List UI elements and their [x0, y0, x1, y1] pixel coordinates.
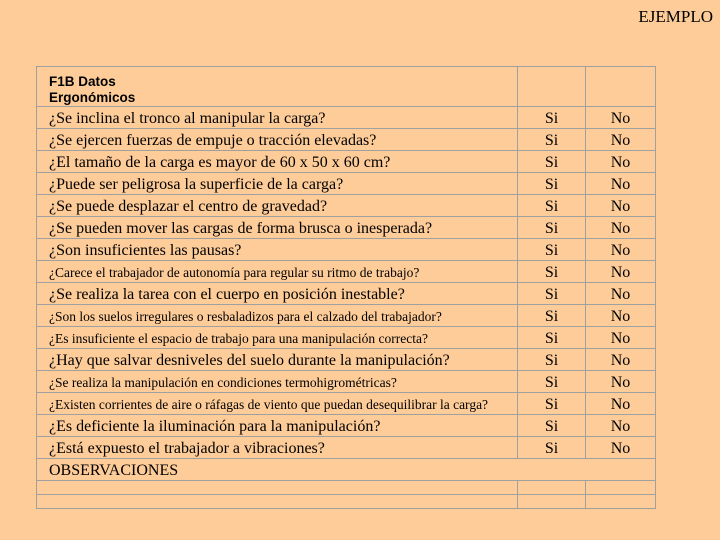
form-header-row	[37, 67, 656, 107]
question-row	[37, 415, 656, 437]
answer-no-option[interactable]: No	[586, 217, 656, 239]
answer-yes-option[interactable]: Si	[518, 195, 586, 217]
answer-yes-option[interactable]: Si	[518, 349, 586, 371]
observations-text-cell[interactable]	[37, 481, 518, 495]
answer-yes-option[interactable]: Si	[518, 305, 586, 327]
answer-yes-option[interactable]: Si	[518, 371, 586, 393]
question-text: ¿Se puede desplazar el centro de gravedad?	[37, 195, 518, 217]
observations-label: OBSERVACIONES	[37, 459, 656, 481]
answer-yes-option[interactable]: Si	[518, 107, 586, 129]
example-label: EJEMPLO	[638, 7, 713, 26]
answer-yes-option[interactable]: Si	[518, 151, 586, 173]
question-row	[37, 195, 656, 217]
answer-no-option[interactable]: No	[586, 151, 656, 173]
observations-no-cell	[586, 495, 656, 509]
answer-yes-option[interactable]: Si	[518, 217, 586, 239]
question-text: ¿Puede ser peligrosa la superficie de la carga?	[37, 173, 518, 195]
answer-no-option[interactable]: No	[586, 107, 656, 129]
question-text: ¿Es insuficiente el espacio de trabajo para una manipulación correcta?	[37, 327, 518, 349]
question-text: ¿El tamaño de la carga es mayor de 60 x 50 x 60 cm?	[37, 151, 518, 173]
question-row	[37, 327, 656, 349]
answer-yes-option[interactable]: Si	[518, 283, 586, 305]
ergonomic-data-form	[36, 66, 656, 509]
question-text: ¿Existen corrientes de aire o ráfagas de viento que puedan desequilibrar la carga?	[37, 393, 518, 415]
answer-yes-option[interactable]: Si	[518, 261, 586, 283]
question-text: ¿Está expuesto el trabajador a vibraciones?	[37, 437, 518, 459]
form-body	[37, 67, 656, 509]
answer-no-option[interactable]: No	[586, 305, 656, 327]
question-text: ¿Hay que salvar desniveles del suelo durante la manipulación?	[37, 349, 518, 371]
answer-no-option[interactable]: No	[586, 195, 656, 217]
observations-si-cell	[518, 495, 586, 509]
answer-no-option[interactable]: No	[586, 261, 656, 283]
answer-no-option[interactable]: No	[586, 283, 656, 305]
question-text: ¿Son insuficientes las pausas?	[37, 239, 518, 261]
question-row	[37, 349, 656, 371]
question-row	[37, 305, 656, 327]
question-row	[37, 437, 656, 459]
answer-no-option[interactable]: No	[586, 371, 656, 393]
question-row	[37, 173, 656, 195]
answer-no-option[interactable]: No	[586, 173, 656, 195]
answer-yes-option[interactable]: Si	[518, 129, 586, 151]
observations-text-cell[interactable]	[37, 495, 518, 509]
answer-yes-option[interactable]: Si	[518, 437, 586, 459]
form-title-line1: F1B Datos	[49, 74, 116, 89]
answer-no-option[interactable]: No	[586, 349, 656, 371]
observations-row	[37, 459, 656, 481]
question-text: ¿Se ejercen fuerzas de empuje o tracción elevadas?	[37, 129, 518, 151]
observations-no-cell	[586, 481, 656, 495]
question-text: ¿Son los suelos irregulares o resbaladizos para el calzado del trabajador?	[37, 305, 518, 327]
question-row	[37, 217, 656, 239]
answer-yes-option[interactable]: Si	[518, 173, 586, 195]
question-text: ¿Se realiza la tarea con el cuerpo en posición inestable?	[37, 283, 518, 305]
header-yes-cell	[518, 67, 586, 107]
question-text: ¿Se realiza la manipulación en condiciones termohigrométricas?	[37, 371, 518, 393]
answer-no-option[interactable]: No	[586, 129, 656, 151]
question-text: ¿Carece el trabajador de autonomía para regular su ritmo de trabajo?	[37, 261, 518, 283]
question-row	[37, 129, 656, 151]
question-text: ¿Es deficiente la iluminación para la manipulación?	[37, 415, 518, 437]
answer-no-option[interactable]: No	[586, 327, 656, 349]
header-no-cell	[586, 67, 656, 107]
question-row	[37, 371, 656, 393]
answer-no-option[interactable]: No	[586, 437, 656, 459]
form-title-line2: Ergonómicos	[49, 90, 136, 105]
question-row	[37, 239, 656, 261]
answer-no-option[interactable]: No	[586, 393, 656, 415]
answer-yes-option[interactable]: Si	[518, 239, 586, 261]
observations-blank-row	[37, 495, 656, 509]
question-text: ¿Se inclina el tronco al manipular la carga?	[37, 107, 518, 129]
question-text: ¿Se pueden mover las cargas de forma brusca o inesperada?	[37, 217, 518, 239]
question-row	[37, 283, 656, 305]
answer-no-option[interactable]: No	[586, 239, 656, 261]
observations-si-cell	[518, 481, 586, 495]
observations-blank-row	[37, 481, 656, 495]
question-row	[37, 107, 656, 129]
answer-yes-option[interactable]: Si	[518, 393, 586, 415]
question-row	[37, 261, 656, 283]
question-row	[37, 151, 656, 173]
answer-no-option[interactable]: No	[586, 415, 656, 437]
question-row	[37, 393, 656, 415]
form-title	[37, 67, 518, 107]
answer-yes-option[interactable]: Si	[518, 327, 586, 349]
answer-yes-option[interactable]: Si	[518, 415, 586, 437]
